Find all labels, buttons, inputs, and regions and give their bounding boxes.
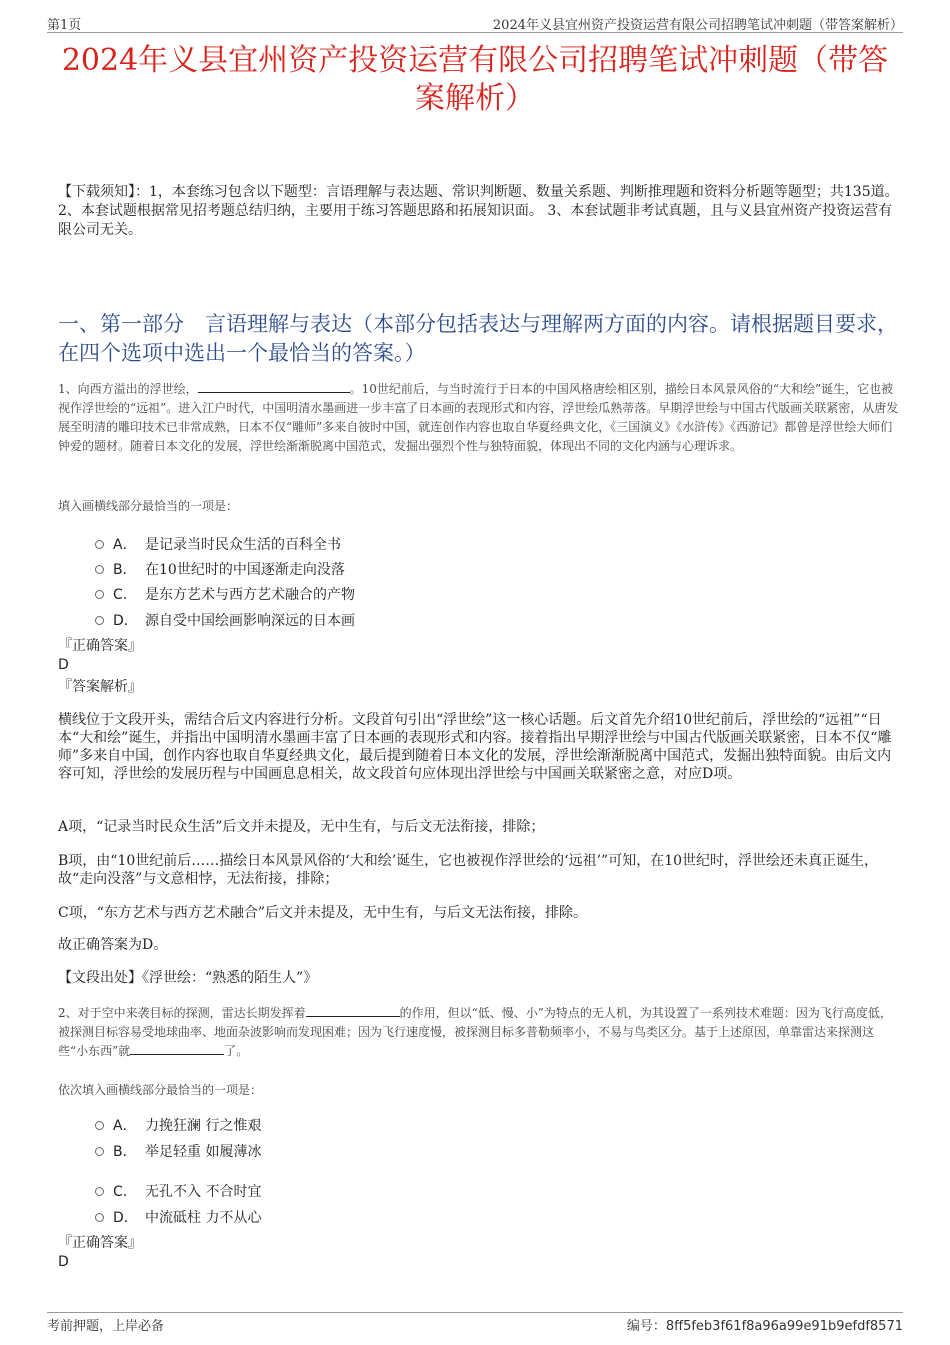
document-title: 2024年义县宜州资产投资运营有限公司招聘笔试冲刺题（带答案解析） <box>61 43 889 116</box>
question-1-answer: D <box>58 657 69 673</box>
option-b[interactable]: B． 在10世纪时的中国逐渐走向没落 <box>95 559 345 579</box>
radio-icon[interactable] <box>95 616 104 625</box>
question-1-prompt: 填入画横线部分最恰当的一项是： <box>58 499 239 513</box>
radio-icon[interactable] <box>95 1187 104 1196</box>
radio-icon[interactable] <box>95 540 104 549</box>
option-a[interactable]: A． 是记录当时民众生活的百科全书 <box>95 534 341 554</box>
question-1-lead: 1、向西方溢出的浮世绘， <box>58 382 198 396</box>
footer-doc-id: 编号：8ff5feb3f61f8a96a99e91b9efdf8571 <box>626 1319 903 1334</box>
radio-icon[interactable] <box>95 590 104 599</box>
question-2-text: 2、对于空中来袭目标的探测，雷达长期发挥着 的作用，但以“低、慢、小”为特点的无人机，为其设置了一系列技术难题：因为飞行高度低，被探测目标容易受地球曲率、地面杂波影响而发现困难；因为飞行速度慢，被探测目标多普勒频率小，不易与鸟类区分。基于上述原因，单靠雷达来探测这些“小东西”就 了。 <box>58 1006 892 1058</box>
header-doc-title: 2024年义县宜州资产投资运营有限公司招聘笔试冲刺题（带答案解析） <box>492 18 903 33</box>
option-b[interactable]: B． 举足轻重 如履薄冰 <box>95 1141 261 1161</box>
radio-icon[interactable] <box>95 1121 104 1130</box>
option-c[interactable]: C． 是东方艺术与西方艺术融合的产物 <box>95 584 355 604</box>
page-footer <box>47 1312 903 1333</box>
option-d[interactable]: D． 源自受中国绘画影响深远的日本画 <box>95 610 355 630</box>
question-2-prompt: 依次填入画横线部分最恰当的一项是： <box>58 1083 263 1097</box>
analysis-paragraph: B项，由“10世纪前后……描绘日本风景风俗的‘大和绘’诞生，它也被视作浮世绘的‘远祖’”可知，在10世纪时，浮世绘还未真正诞生，故“走向没落”与文意相悖，无法衔接，排除； <box>58 853 879 887</box>
analysis-paragraph: 故正确答案为D。 <box>58 937 168 953</box>
option-a[interactable]: A． 力挽狂澜 行之惟艰 <box>95 1115 261 1135</box>
question-1-text <box>58 380 900 456</box>
question-1-analysis-label: 『答案解析』 <box>58 679 142 695</box>
analysis-paragraph: A项，“记录当时民众生活”后文并未提及，无中生有，与后文无法衔接，排除； <box>58 819 545 835</box>
question-1-body: 。10世纪前后，与当时流行于日本的中国风格唐绘相区别，描绘日本风景风俗的“大和绘”诞生，它也被视作浮世绘的“远祖”。进入江户时代，中国明清水墨画进一步丰富了日本画的表现形式和内容，浮世绘瓜熟蒂落。早期浮世绘与中国古代版画关联紧密，从唐发展至明清的雕印技术已非常成熟，日本不仅“雕师”多来自彼时中国，就连创作内容也取自华夏经典文化，《三国演义》《水浒传》《西游记》都曾是浮世绘大师们钟爱的题材。随着日本文化的发展，浮世绘渐渐脱离中国范式，发掘出强烈个性与独特面貌，体现出不同的文化内涵与心理诉求。 <box>58 382 899 453</box>
question-1-answer-label: 『正确答案』 <box>58 638 142 654</box>
section-title: 一、第一部分 言语理解与表达（本部分包括表达与理解两方面的内容。请根据题目要求，在四个选项中选出一个最恰当的答案。） <box>58 312 898 365</box>
question-2-blank-1 <box>306 1016 400 1017</box>
question-2-answer-label: 『正确答案』 <box>58 1235 142 1251</box>
question-2-blank-2 <box>130 1054 224 1055</box>
question-2-answer: D <box>58 1254 69 1270</box>
question-1-source: 【文段出处】《浮世绘：“熟悉的陌生人”》 <box>58 970 318 986</box>
radio-icon[interactable] <box>95 1147 104 1156</box>
analysis-paragraph: C项，“东方艺术与西方艺术融合”后文并未提及，无中生有，与后文无法衔接，排除。 <box>58 905 588 921</box>
question-1-blank <box>198 392 350 393</box>
download-notice: 【下载须知】：1，本套练习包含以下题型：言语理解与表达题、常识判断题、数量关系题、判断推理题和资料分析题等题型；共135道。 2、本套试题根据常见招考题总结归纳，主要用于练习答题思路和拓展知识面。 3、本套试题非考试真题，且与义县宜州资产投资运营有限公司无关。 <box>58 184 899 238</box>
option-d[interactable]: D． 中流砥柱 力不从心 <box>95 1207 261 1227</box>
page-header <box>47 12 903 33</box>
analysis-paragraph: 横线位于文段开头，需结合后文内容进行分析。文段首句引出“浮世绘”这一核心话题。后文首先介绍10世纪前后，浮世绘的“远祖”“日本“大和绘”诞生，并指出中国明清水墨画丰富了日本画的表现形式和内容。接着指出早期浮世绘与中国古代版画关联紧密，日本不仅“雕师”多来自中国，创作内容也取自华夏经典文化，最后提到随着日本文化的发展，浮世绘渐渐脱离中国范式，发掘出独特面貌。由后文内容可知，浮世绘的发展历程与中国画息息相关，故文段首句应体现出浮世绘与中国画关联紧密之意，对应D项。 <box>58 712 892 782</box>
option-c[interactable]: C． 无孔不入 不合时宜 <box>95 1181 261 1201</box>
radio-icon[interactable] <box>95 565 104 574</box>
radio-icon[interactable] <box>95 1213 104 1222</box>
page-number: 第1页 <box>47 18 82 33</box>
footer-slogan: 考前押题，上岸必备 <box>47 1319 165 1334</box>
